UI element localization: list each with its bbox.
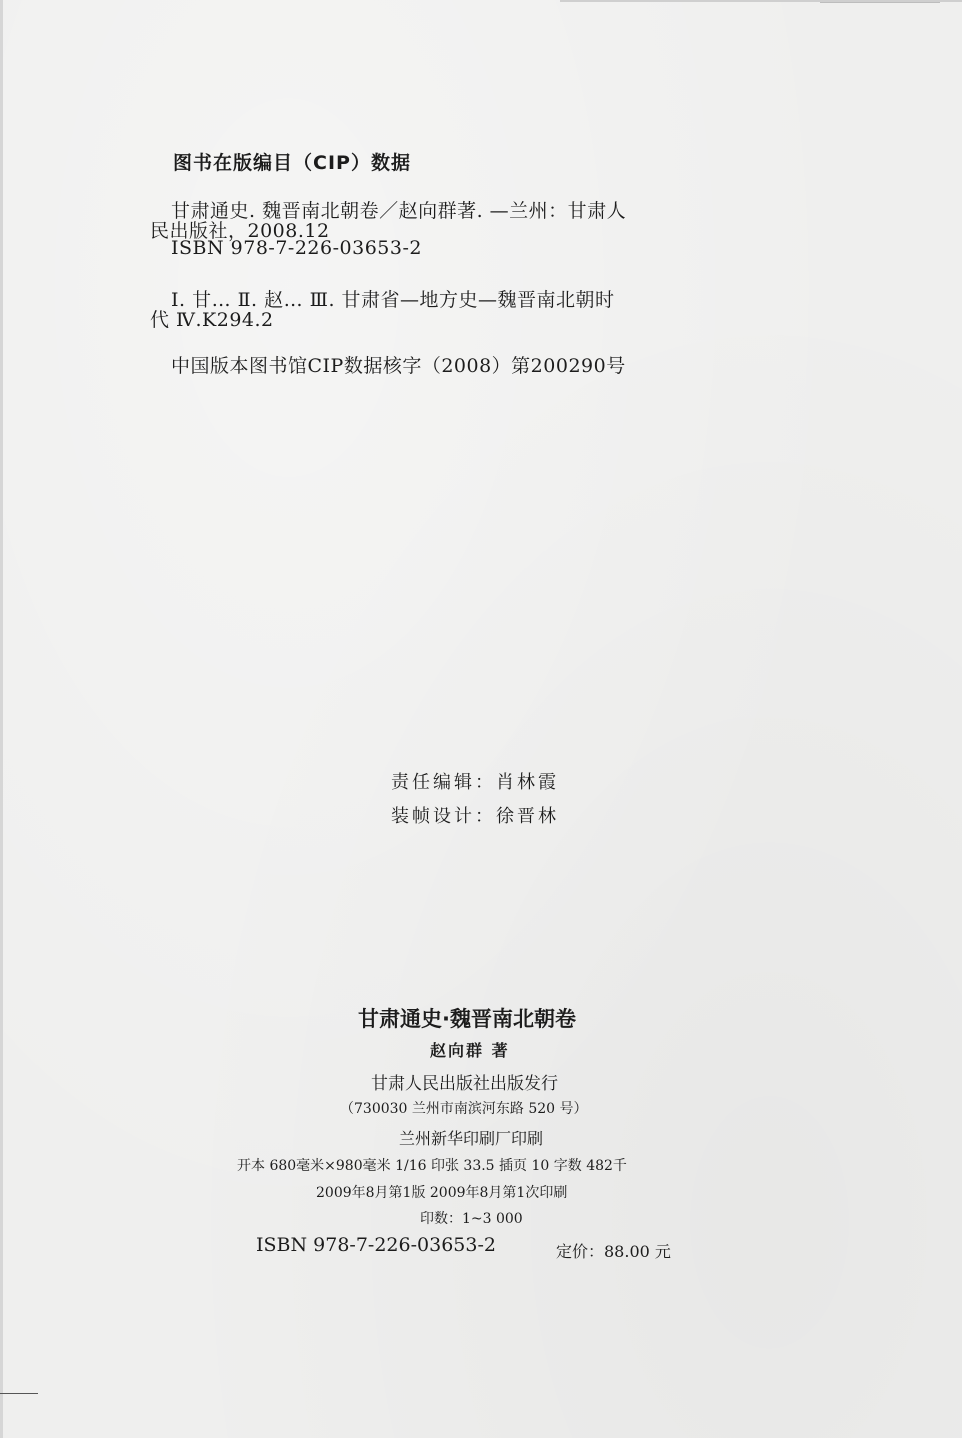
colophon-author: 赵向群 著 <box>430 1041 510 1060</box>
cip-subject-line-2: 代 Ⅳ.K294.2 <box>150 309 274 331</box>
colophon-print-run: 印数：1~3 000 <box>420 1211 523 1227</box>
colophon-address: （730030 兰州市南滨河东路 520 号） <box>340 1101 588 1117</box>
colophon-printer: 兰州新华印刷厂印刷 <box>399 1129 544 1148</box>
scan-edge-top-inner <box>820 2 940 3</box>
colophon-isbn: ISBN 978-7-226-03653-2 <box>256 1234 496 1256</box>
cip-entry-line-2: 民出版社，2008.12 <box>150 220 330 242</box>
scan-edge-left <box>0 0 3 1438</box>
colophon-publisher: 甘肃人民出版社出版发行 <box>371 1074 558 1094</box>
cip-subject-line-1: Ⅰ. 甘… Ⅱ. 赵… Ⅲ. 甘肃省—地方史—魏晋南北朝时 <box>171 289 615 311</box>
colophon-price: 定价：88.00 元 <box>556 1242 671 1261</box>
designer-credit: 装帧设计：徐晋林 <box>391 806 559 827</box>
colophon-title: 甘肃通史·魏晋南北朝卷 <box>358 1007 576 1031</box>
cip-verification-number: 中国版本图书馆CIP数据核字（2008）第200290号 <box>171 355 626 377</box>
colophon-edition: 2009年8月第1版 2009年8月第1次印刷 <box>316 1185 568 1201</box>
colophon-specs: 开本 680毫米×980毫米 1/16 印张 33.5 插页 10 字数 482千 <box>237 1158 627 1174</box>
scan-mark-bottom <box>0 1393 38 1394</box>
cip-heading: 图书在版编目（CIP）数据 <box>173 152 411 174</box>
cip-entry-line-1: 甘肃通史. 魏晋南北朝卷／赵向群著. —兰州：甘肃人 <box>171 200 627 222</box>
editor-credit: 责任编辑：肖林霞 <box>391 772 559 793</box>
cip-isbn: ISBN 978-7-226-03653-2 <box>171 237 422 259</box>
